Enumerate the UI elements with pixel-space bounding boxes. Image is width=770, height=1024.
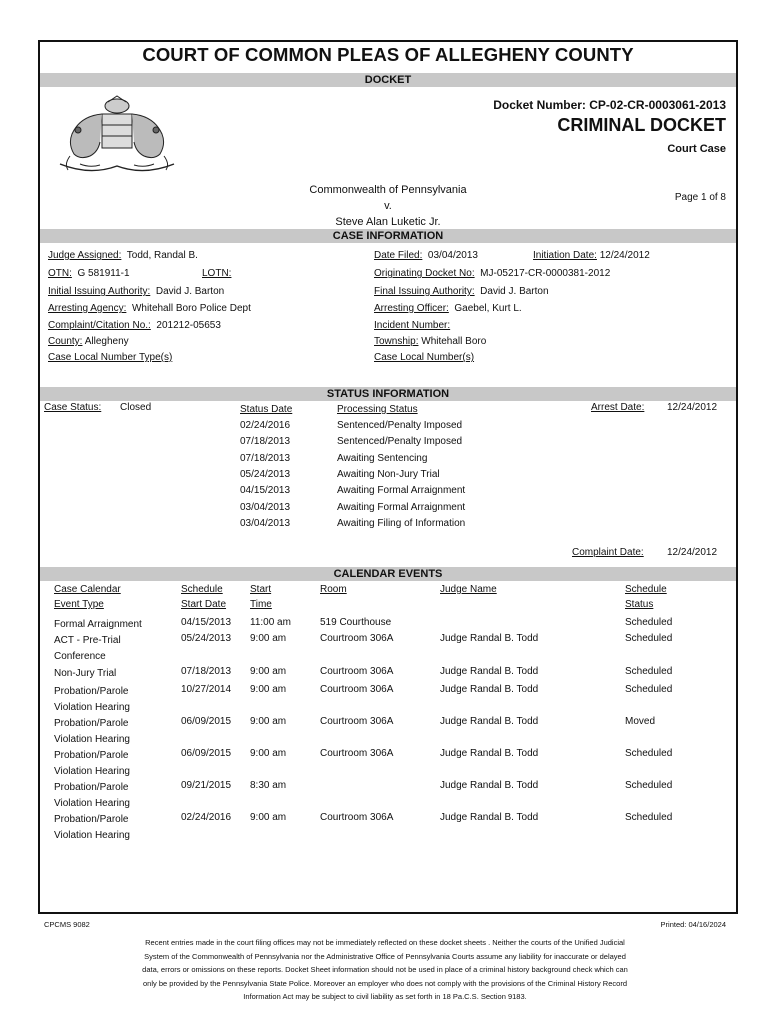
calendar-event-type xyxy=(54,748,130,779)
calendar-judge: Judge Randal B. Todd xyxy=(440,780,539,791)
caption-versus: v. xyxy=(384,200,392,212)
form-id: CPCMS 9082 xyxy=(44,920,90,929)
calendar-start-time: 9:00 am xyxy=(250,716,287,727)
col-judge: Judge Name xyxy=(440,584,497,595)
calendar-judge: Judge Randal B. Todd xyxy=(440,684,539,695)
docket-bar: DOCKET xyxy=(40,73,736,87)
final-issuing-authority: Final Issuing Authority: David J. Barton xyxy=(374,286,549,297)
arrest-date-label: Arrest Date: xyxy=(591,402,645,413)
calendar-room: 519 Courthouse xyxy=(320,617,392,628)
initial-issuing-authority: Initial Issuing Authority: David J. Barton xyxy=(48,286,225,297)
printed-date: Printed: 04/16/2024 xyxy=(660,920,726,929)
calendar-event-type xyxy=(54,684,130,715)
otn: OTN: G 581911-1 xyxy=(48,268,130,279)
calendar-room: Courtroom 306A xyxy=(320,812,394,823)
complaint-date-label: Complaint Date: xyxy=(572,547,644,558)
status-row-date: 07/18/2013 xyxy=(240,436,291,448)
complaint-date-value: 12/24/2012 xyxy=(667,547,718,558)
calendar-event-type-line: Conference xyxy=(54,650,106,662)
calendar-event-type-line: Violation Hearing xyxy=(54,701,130,713)
calendar-start-date: 09/21/2015 xyxy=(181,780,232,791)
calendar-judge: Judge Randal B. Todd xyxy=(440,666,539,677)
calendar-start-date: 04/15/2013 xyxy=(181,617,232,628)
calendar-event-type xyxy=(54,716,130,747)
calendar-event-type-line: Probation/Parole xyxy=(54,686,129,697)
case-local-numbers: Case Local Number(s) xyxy=(374,352,475,363)
status-information-bar: STATUS INFORMATION xyxy=(40,387,736,401)
status-row-date: 03/04/2013 xyxy=(240,501,291,513)
calendar-event-type xyxy=(54,812,130,843)
township: Township: Whitehall Boro xyxy=(374,336,487,347)
calendar-start-date: 06/09/2015 xyxy=(181,716,232,727)
county: County: Allegheny xyxy=(48,336,129,347)
status-row-date: 03/04/2013 xyxy=(240,517,291,529)
docket-type: CRIMINAL DOCKET xyxy=(557,115,726,135)
status-date-header: Status Date xyxy=(240,404,293,415)
status-row-date: 04/15/2013 xyxy=(240,485,291,497)
calendar-start-time: 11:00 am xyxy=(250,617,291,628)
calendar-event-type xyxy=(54,666,116,682)
calendar-event-type xyxy=(54,780,130,811)
col-event-type-1: Case Calendar xyxy=(54,584,121,595)
calendar-start-date: 06/09/2015 xyxy=(181,748,232,759)
calendar-room: Courtroom 306A xyxy=(320,716,394,727)
status-row-status: Awaiting Non-Jury Trial xyxy=(337,468,440,480)
col-status-1: Schedule xyxy=(625,584,667,595)
pennsylvania-coat-of-arms-icon xyxy=(50,94,184,176)
status-row-status: Awaiting Sentencing xyxy=(337,452,428,464)
col-room: Room xyxy=(320,584,347,595)
calendar-room: Courtroom 306A xyxy=(320,666,394,677)
calendar-status: Scheduled xyxy=(625,780,673,791)
calendar-status: Scheduled xyxy=(625,633,673,644)
calendar-judge: Judge Randal B. Todd xyxy=(440,748,539,759)
calendar-event-type-line: Violation Hearing xyxy=(54,797,130,809)
page-number: Page 1 of 8 xyxy=(674,192,726,203)
lotn: LOTN: xyxy=(202,268,232,279)
case-kind: Court Case xyxy=(667,143,726,155)
case-caption xyxy=(238,182,538,230)
calendar-events-bar: CALENDAR EVENTS xyxy=(40,567,736,581)
calendar-event-type-line: Violation Hearing xyxy=(54,733,130,745)
calendar-judge: Judge Randal B. Todd xyxy=(440,633,539,644)
calendar-room: Courtroom 306A xyxy=(320,633,394,644)
incident-number: Incident Number: xyxy=(374,320,451,331)
calendar-start-date: 10/27/2014 xyxy=(181,684,232,695)
arresting-officer: Arresting Officer: Gaebel, Kurt L. xyxy=(374,303,522,314)
calendar-event-type-line: Probation/Parole xyxy=(54,750,129,761)
status-row-status: Awaiting Formal Arraignment xyxy=(337,485,466,497)
calendar-event-type-line: ACT - Pre-Trial xyxy=(54,635,121,646)
calendar-event-type-line: Probation/Parole xyxy=(54,814,129,825)
judge-assigned: Judge Assigned: Todd, Randal B. xyxy=(48,250,198,261)
calendar-start-time: 9:00 am xyxy=(250,666,287,677)
calendar-start-time: 9:00 am xyxy=(250,812,287,823)
court-title: COURT OF COMMON PLEAS OF ALLEGHENY COUNTY xyxy=(142,44,634,65)
date-filed: Date Filed: 03/04/2013 xyxy=(374,250,478,261)
calendar-start-time: 9:00 am xyxy=(250,748,287,759)
col-status-2: Status xyxy=(625,599,654,610)
calendar-status: Scheduled xyxy=(625,666,673,677)
calendar-judge: Judge Randal B. Todd xyxy=(440,812,539,823)
status-row-date: 02/24/2016 xyxy=(240,420,291,431)
status-row-date: 05/24/2013 xyxy=(240,468,291,480)
status-row-status: Awaiting Formal Arraignment xyxy=(337,501,466,513)
calendar-event-type-line: Probation/Parole xyxy=(54,718,129,729)
calendar-start-time: 8:30 am xyxy=(250,780,287,791)
case-status: Case Status: xyxy=(44,402,102,413)
calendar-status: Scheduled xyxy=(625,748,673,759)
calendar-start-time: 9:00 am xyxy=(250,684,287,695)
col-event-type-2: Event Type xyxy=(54,599,104,610)
status-row-status: Awaiting Filing of Information xyxy=(337,517,466,529)
col-schedule-1: Schedule xyxy=(181,584,223,595)
calendar-status: Moved xyxy=(625,716,656,727)
calendar-start-date: 07/18/2013 xyxy=(181,666,232,677)
calendar-start-time: 9:00 am xyxy=(250,633,287,644)
status-row-status: Sentenced/Penalty Imposed xyxy=(337,420,463,431)
col-start-2: Time xyxy=(250,599,272,610)
processing-status-header: Processing Status xyxy=(337,404,418,415)
calendar-room: Courtroom 306A xyxy=(320,748,394,759)
status-row-date: 07/18/2013 xyxy=(240,452,291,464)
calendar-event-type-line: Probation/Parole xyxy=(54,782,129,793)
case-status-value: Closed xyxy=(120,402,152,413)
initiation-date: Initiation Date: 12/24/2012 xyxy=(533,250,650,261)
calendar-status: Scheduled xyxy=(625,617,673,628)
calendar-event-type-line: Non-Jury Trial xyxy=(54,668,117,679)
calendar-status: Scheduled xyxy=(625,812,673,823)
calendar-event-type-line: Formal Arraignment xyxy=(54,619,142,630)
calendar-event-type-line: Violation Hearing xyxy=(54,765,130,777)
arrest-date-value: 12/24/2012 xyxy=(667,402,718,413)
calendar-event-type-line: Violation Hearing xyxy=(54,829,130,841)
col-schedule-2: Start Date xyxy=(181,599,227,610)
calendar-room: Courtroom 306A xyxy=(320,684,394,695)
caption-plaintiff: Commonwealth of Pennsylvania xyxy=(309,184,467,196)
calendar-start-date: 02/24/2016 xyxy=(181,812,232,823)
calendar-judge: Judge Randal B. Todd xyxy=(440,716,539,727)
calendar-start-date: 05/24/2013 xyxy=(181,633,232,644)
status-row-status: Sentenced/Penalty Imposed xyxy=(337,436,463,448)
calendar-status: Scheduled xyxy=(625,684,673,695)
caption-defendant: Steve Alan Luketic Jr. xyxy=(335,216,441,228)
calendar-event-type xyxy=(54,633,121,664)
disclaimer: Recent entries made in the court filing offices may not be immediately reflected on these docket sheets . Neither the courts of the Unified Judicial System of the Commonwealth of Pennsylvania nor the Administrative Office of Pennsylvania Courts assume any liability for inaccurate or delayed data, errors or omissions on these reports. Docket Sheet information should not be used in place of a criminal history background check which can only be provided by the Pennsylvania State Police. Moreover an employer who does not comply with the provisions of the Criminal History Record Information Act may be subject to civil liability as set forth in 18 Pa.C.S. Section 9183. xyxy=(142,938,628,1001)
docket-number: Docket Number: CP-02-CR-0003061-2013 xyxy=(493,98,726,112)
calendar-event-type xyxy=(54,617,142,633)
case-local-number-types: Case Local Number Type(s) xyxy=(48,352,173,363)
case-information-bar: CASE INFORMATION xyxy=(40,229,736,243)
complaint-citation: Complaint/Citation No.: 201212-05653 xyxy=(48,320,221,331)
col-start-1: Start xyxy=(250,584,272,595)
arresting-agency: Arresting Agency: Whitehall Boro Police Dept xyxy=(48,303,251,314)
originating-docket: Originating Docket No: MJ-05217-CR-0000381-2012 xyxy=(374,268,611,279)
